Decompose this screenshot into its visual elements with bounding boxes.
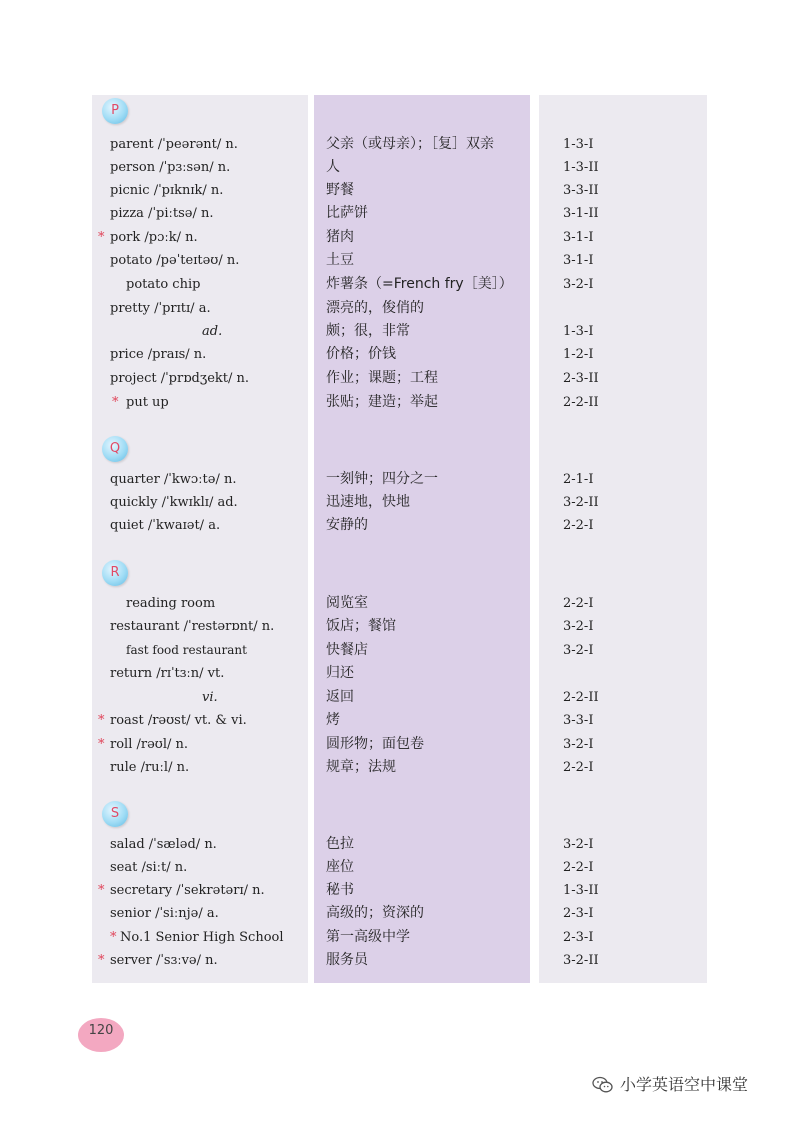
entry-word: No.1 Senior High School [120,930,284,945]
entry-meaning: 安静的 [326,517,368,533]
entry-ref: 3-2-II [563,953,599,968]
entry-word: pork /pɔːk/ n. [110,230,198,245]
entry-meaning: 色拉 [326,836,354,852]
entry-meaning: 第一高级中学 [326,929,410,945]
entry-meaning: 猪肉 [326,229,354,245]
page-number: 120 [88,1023,114,1038]
entry-meaning: 圆形物；面包卷 [326,736,424,752]
entry-meaning: 比萨饼 [326,205,368,221]
entry-ref: 2-3-I [563,930,594,945]
entry-word: restaurant /ˈrestərɒnt/ n. [110,619,275,634]
entry-ref: 2-3-II [563,371,599,386]
entry-ref: 2-2-II [563,395,599,410]
star-mark-icon: * [98,713,105,728]
section-letter-q-icon: Q [102,436,128,462]
entry-word: reading room [126,596,216,611]
entry-meaning: 烤 [326,712,340,728]
star-mark-icon: * [98,737,105,752]
entry-word: rule /ruːl/ n. [110,760,190,775]
entry-word: roll /rəʊl/ n. [110,737,189,752]
section-letter-s-icon: S [102,801,128,827]
entry-meaning: 漂亮的，俊俏的 [326,300,424,316]
entry-word: return /rɪˈtɜːn/ vt. [110,666,225,681]
entry-ref: 1-2-I [563,347,594,362]
entry-ref: 3-2-I [563,277,594,292]
entry-word: person /ˈpɜːsən/ n. [110,160,231,175]
entry-ref: 2-2-II [563,690,599,705]
entry-meaning: 饭店；餐馆 [326,618,396,634]
entry-meaning: 服务员 [326,952,368,968]
entry-meaning: 土豆 [326,252,354,268]
entry-meaning: 一刻钟；四分之一 [326,471,438,487]
entry-meaning: 迅速地，快地 [326,494,410,510]
entry-meaning: 快餐店 [326,642,368,658]
entry-ref: 3-2-I [563,737,594,752]
entry-word: quickly /ˈkwɪklɪ/ ad. [110,495,238,510]
entry-ref: 2-2-I [563,596,594,611]
entry-word: parent /ˈpeərənt/ n. [110,137,238,152]
entry-ref: 3-1-II [563,206,599,221]
entry-word: put up [126,395,169,410]
entry-word: quiet /ˈkwaɪət/ a. [110,518,221,533]
entry-meaning: 张贴；建造；举起 [326,394,438,410]
entry-meaning: 作业；课题；工程 [326,370,438,386]
star-mark-icon: * [112,395,119,410]
star-mark-icon: * [110,930,117,945]
entry-meaning: 归还 [326,665,354,681]
entry-meaning: 秘书 [326,882,354,898]
entry-meaning: 颇；很，非常 [326,323,410,339]
wechat-icon [592,1076,614,1094]
entry-word: price /praɪs/ n. [110,347,207,362]
star-mark-icon: * [98,883,105,898]
entry-word: roast /rəʊst/ vt. & vi. [110,713,247,728]
entry-ref: 3-3-II [563,183,599,198]
entry-ref: 3-2-I [563,619,594,634]
entry-ref: 2-2-I [563,518,594,533]
entry-word: potato /pəˈteɪtəʊ/ n. [110,253,240,268]
entry-ref: 2-2-I [563,860,594,875]
entry-meaning: 规章；法规 [326,759,396,775]
section-letter-r-icon: R [102,560,128,586]
entry-word: senior /ˈsiːnjə/ a. [110,906,219,921]
entry-meaning: 阅览室 [326,595,368,611]
entry-meaning: 炸薯条（=French fry［美］） [326,276,513,292]
entry-ref: 2-1-I [563,472,594,487]
entry-meaning: 人 [326,159,340,175]
watermark-text: 小学英语空中课堂 [620,1075,749,1094]
entry-word: quarter /ˈkwɔːtə/ n. [110,472,237,487]
entry-ref: 2-3-I [563,906,594,921]
entry-ref: 3-2-I [563,837,594,852]
entry-ref: 1-3-II [563,883,599,898]
entry-meaning: 父亲（或母亲）；［复］双亲 [326,136,494,152]
entry-ref: 3-3-I [563,713,594,728]
entry-word: vi. [202,690,218,705]
entry-word: ad. [202,324,223,339]
page-number-badge [78,1018,124,1052]
entry-word: potato chip [126,277,201,292]
entry-ref: 3-1-I [563,253,594,268]
entry-ref: 3-2-II [563,495,599,510]
entry-ref: 1-3-I [563,137,594,152]
entry-word: fast food restaurant [126,643,247,657]
entry-ref: 3-2-I [563,643,594,658]
entry-meaning: 价格；价钱 [326,346,396,362]
entry-word: secretary /ˈsekrətərɪ/ n. [110,883,265,898]
entry-ref: 3-1-I [563,230,594,245]
entry-meaning: 野餐 [326,182,354,198]
entry-word: pretty /ˈprɪtɪ/ a. [110,301,211,316]
entry-word: server /ˈsɜːvə/ n. [110,953,218,968]
entry-ref: 2-2-I [563,760,594,775]
section-letter-p-icon: P [102,98,128,124]
entry-ref: 1-3-I [563,324,594,339]
star-mark-icon: * [98,230,105,245]
entry-word: project /ˈprɒdʒekt/ n. [110,371,250,386]
star-mark-icon: * [98,953,105,968]
entry-word: pizza /ˈpiːtsə/ n. [110,206,214,221]
entry-word: seat /siːt/ n. [110,860,188,875]
entry-word: picnic /ˈpɪknɪk/ n. [110,183,224,198]
entry-meaning: 座位 [326,859,354,875]
entry-word: salad /ˈsæləd/ n. [110,837,217,852]
entry-meaning: 返回 [326,689,354,705]
entry-meaning: 高级的；资深的 [326,905,424,921]
entry-ref: 1-3-II [563,160,599,175]
